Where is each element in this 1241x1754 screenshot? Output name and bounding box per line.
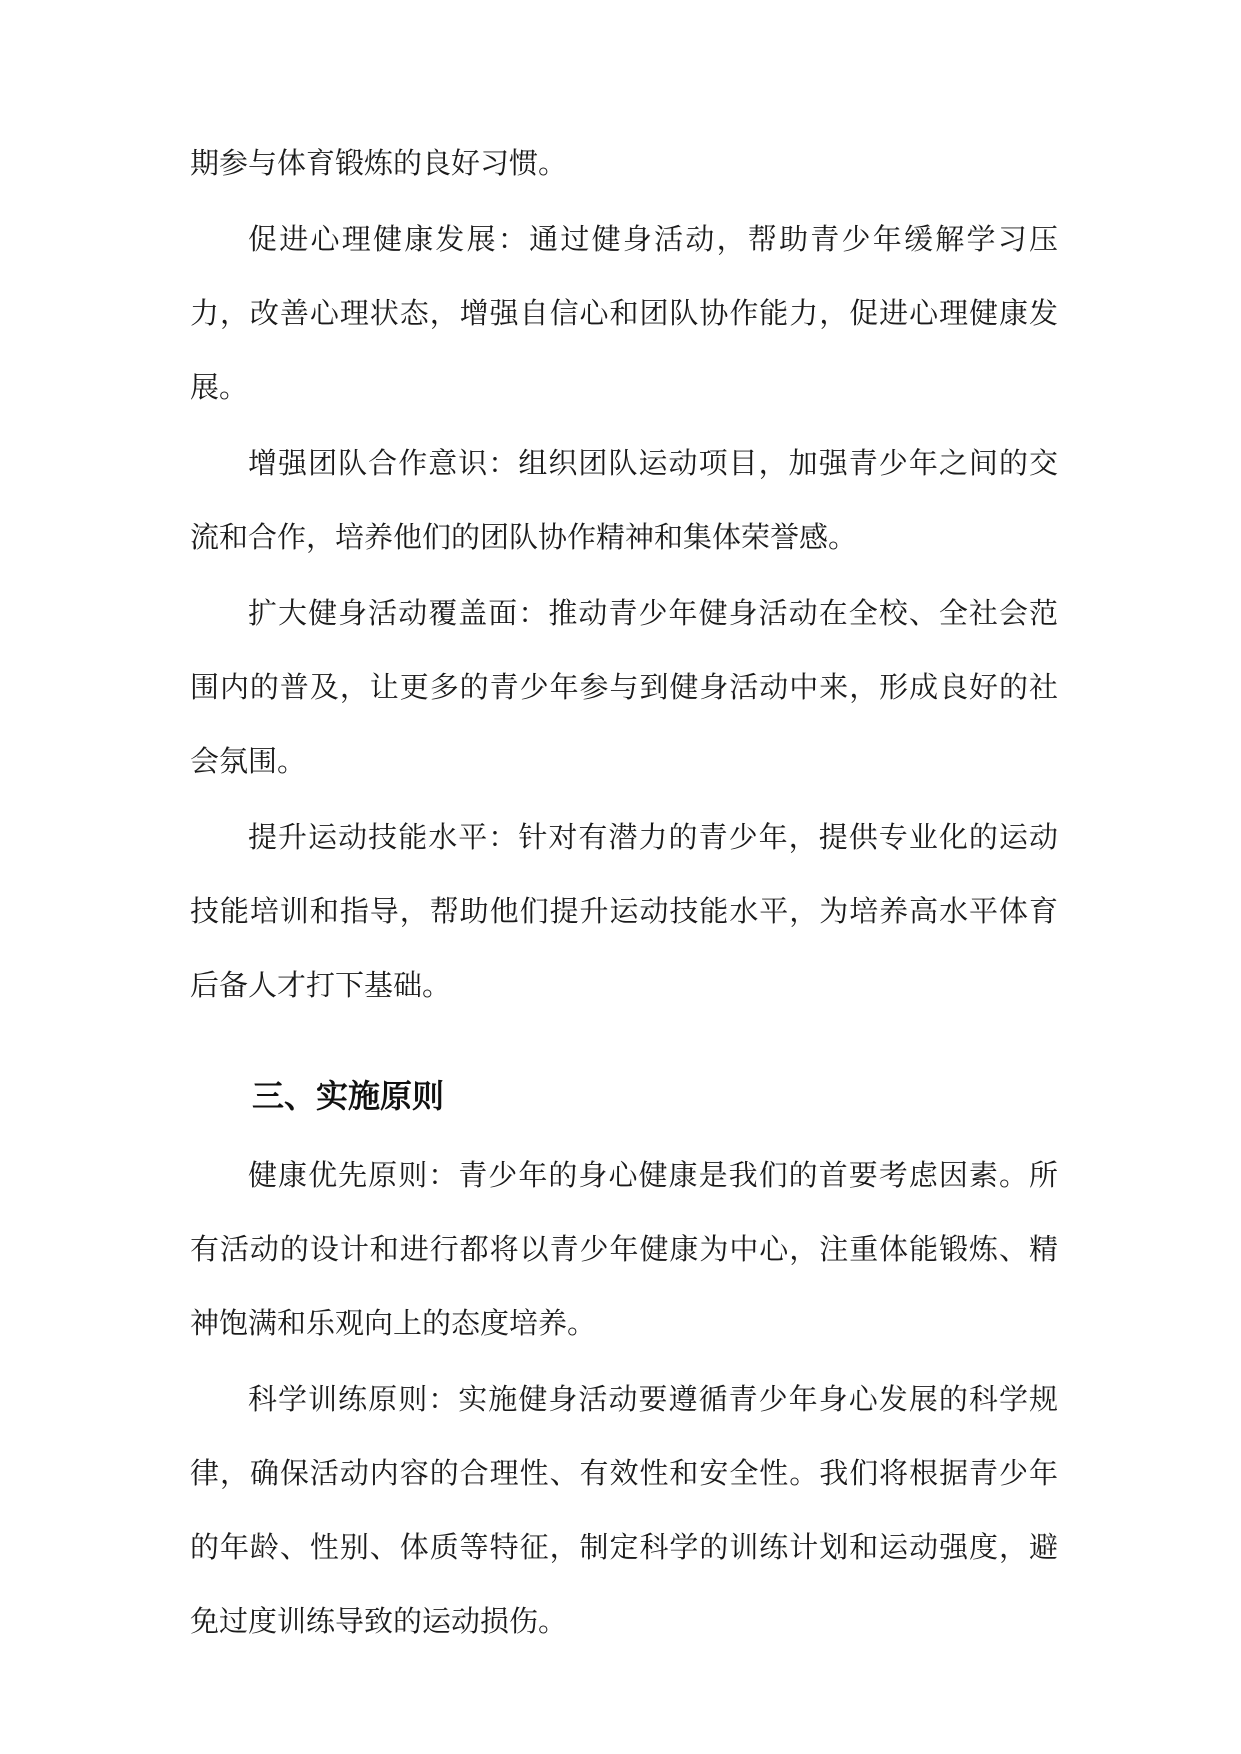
paragraph-coverage: 扩大健身活动覆盖面：推动青少年健身活动在全校、全社会范围内的普及，让更多的青少年参与到健身活动中来，形成良好的社会氛围。 <box>190 596 1058 778</box>
paragraph-skills: 提升运动技能水平：针对有潜力的青少年，提供专业化的运动技能培训和指导，帮助他们提升运动技能水平，为培养高水平体育后备人才打下基础。 <box>190 820 1058 1002</box>
document-page <box>190 126 1058 1660</box>
paragraph-health-first: 健康优先原则：青少年的身心健康是我们的首要考虑因素。所有活动的设计和进行都将以青少年健康为中心，注重体能锻炼、精神饱满和乐观向上的态度培养。 <box>190 1158 1058 1340</box>
paragraph-mental-health: 促进心理健康发展：通过健身活动，帮助青少年缓解学习压力，改善心理状态，增强自信心和团队协作能力，促进心理健康发展。 <box>190 222 1058 404</box>
paragraph-continuation: 期参与体育锻炼的良好习惯。 <box>190 146 568 180</box>
paragraph-scientific-training: 科学训练原则：实施健身活动要遵循青少年身心发展的科学规律，确保活动内容的合理性、有效性和安全性。我们将根据青少年的年龄、性别、体质等特征，制定科学的训练计划和运动强度，避免过度训练导致的运动损伤。 <box>190 1382 1058 1638</box>
section-heading: 三、实施原则 <box>252 1077 445 1115</box>
paragraph-teamwork: 增强团队合作意识：组织团队运动项目，加强青少年之间的交流和合作，培养他们的团队协作精神和集体荣誉感。 <box>190 446 1058 554</box>
